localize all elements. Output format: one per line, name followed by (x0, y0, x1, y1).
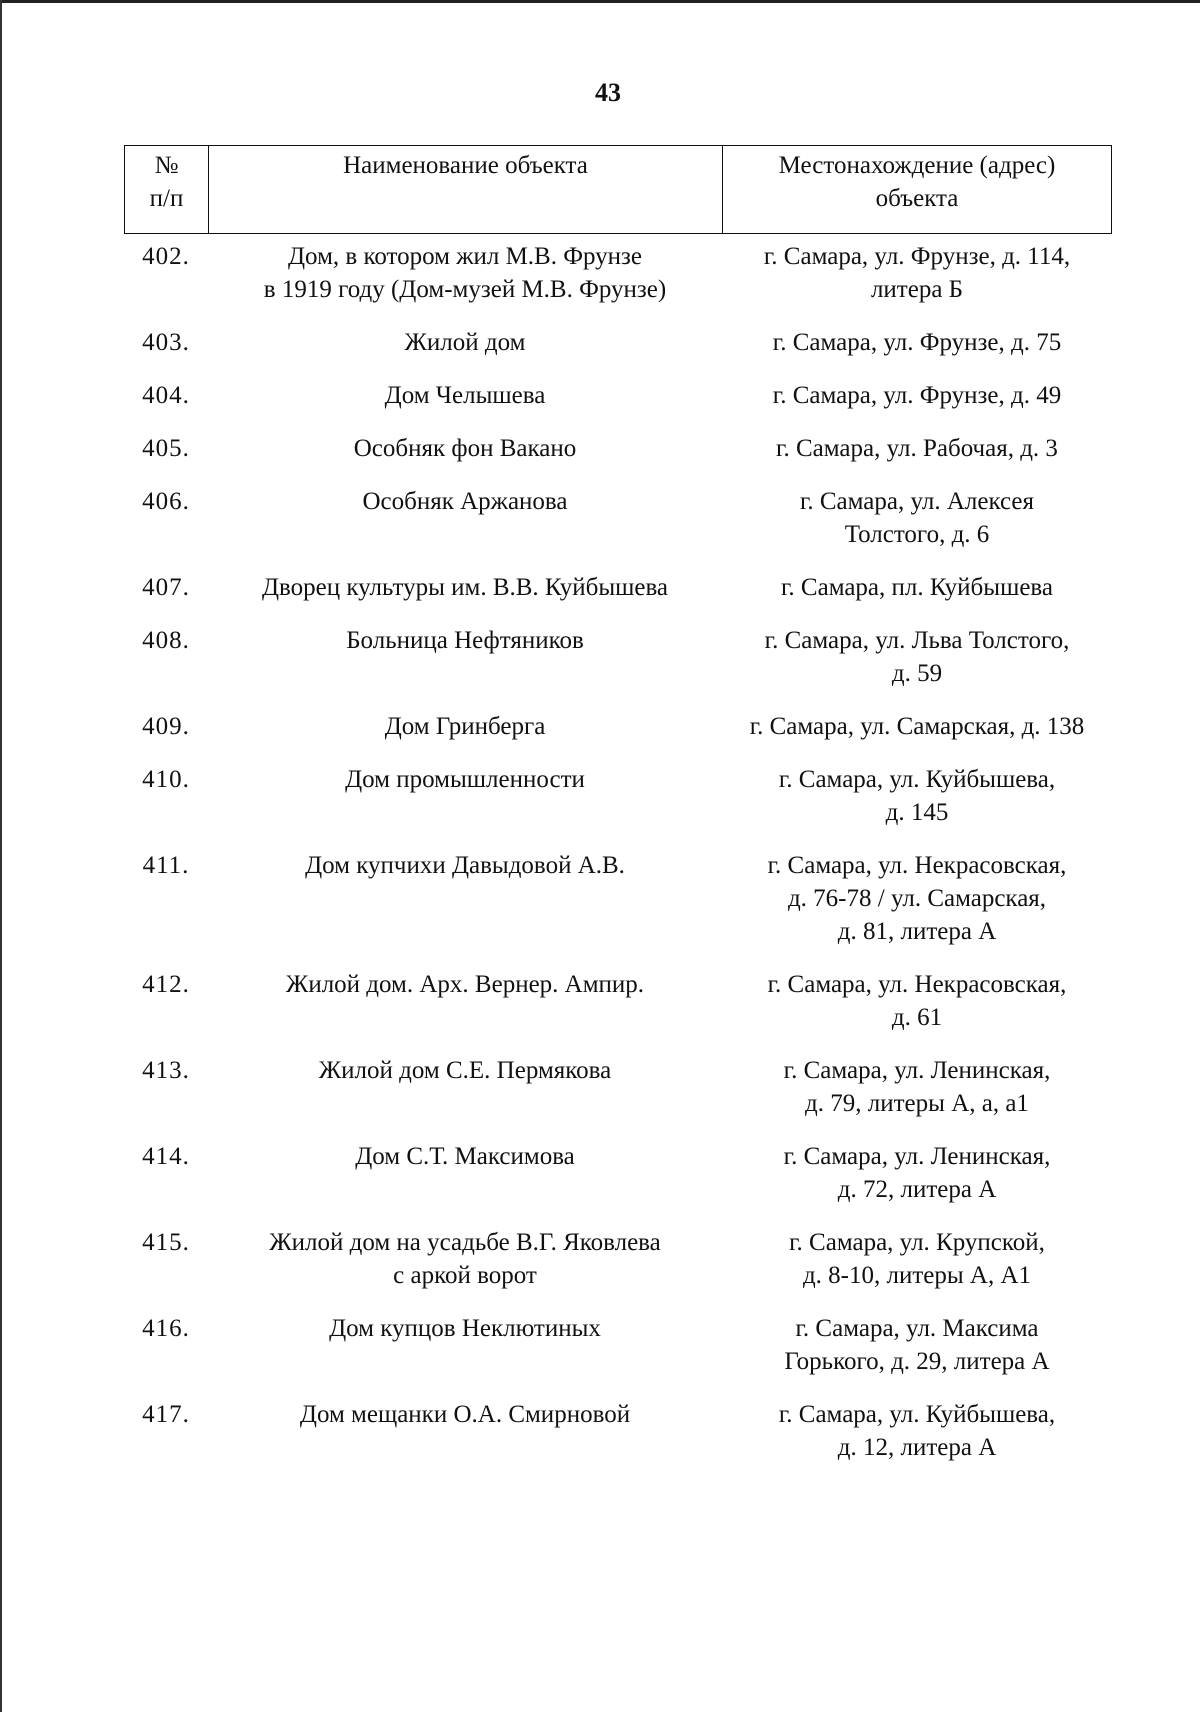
object-address-line: г. Самара, ул. Рабочая, д. 3 (776, 435, 1058, 462)
object-address (722, 1398, 1112, 1464)
object-address-line: Толстого, д. 6 (844, 521, 990, 548)
object-address-line: г. Самара, ул. Фрунзе, д. 49 (772, 382, 1062, 409)
header-address-label-line2: объекта (875, 185, 959, 212)
header-number-column (125, 146, 209, 233)
table-row (124, 1312, 1112, 1378)
row-number: 417. (142, 1401, 190, 1428)
object-address-line: д. 79, литеры А, а, а1 (805, 1090, 1029, 1117)
header-address-label-line1: Местонахождение (адрес) (778, 152, 1056, 179)
table-row (124, 763, 1112, 829)
table-row (124, 1226, 1112, 1292)
object-address (722, 763, 1112, 829)
object-name (208, 1140, 722, 1206)
table-row (124, 1054, 1112, 1120)
object-name-line: Жилой дом. Арх. Вернер. Ампир. (285, 971, 645, 998)
object-name (208, 968, 722, 1034)
object-address-line: д. 76-78 / ул. Самарская, (787, 885, 1047, 912)
object-address (722, 432, 1112, 465)
object-name (208, 379, 722, 412)
object-name (208, 849, 722, 948)
object-address-line: д. 81, литера А (837, 918, 997, 945)
row-number: 404. (142, 382, 190, 409)
object-address-line: д. 8-10, литеры А, А1 (802, 1262, 1032, 1289)
object-name (208, 326, 722, 359)
row-number: 409. (142, 713, 190, 740)
object-address-line: г. Самара, ул. Некрасовская, (767, 852, 1067, 879)
object-name (208, 624, 722, 690)
object-address (722, 326, 1112, 359)
object-address-line: литера Б (870, 276, 964, 303)
object-address (722, 849, 1112, 948)
object-address (722, 968, 1112, 1034)
object-address-line: д. 145 (885, 799, 949, 826)
object-name-line: Дворец культуры им. В.В. Куйбышева (261, 574, 669, 601)
object-name (208, 485, 722, 551)
table-row (124, 1398, 1112, 1464)
row-number: 413. (142, 1057, 190, 1084)
row-number: 402. (142, 243, 190, 270)
object-name (208, 1054, 722, 1120)
table-row (124, 710, 1112, 743)
row-number: 411. (142, 852, 190, 879)
object-address-line: г. Самара, ул. Ленинская, (783, 1057, 1051, 1084)
object-address-line: д. 72, литера А (837, 1176, 997, 1203)
object-name-line: в 1919 году (Дом-музей М.В. Фрунзе) (263, 276, 667, 303)
object-address (722, 1054, 1112, 1120)
object-address (722, 1312, 1112, 1378)
object-name-line: Дом мещанки О.А. Смирновой (299, 1401, 631, 1428)
row-number: 416. (142, 1315, 190, 1342)
object-name (208, 1312, 722, 1378)
object-address-line: г. Самара, ул. Самарская, д. 138 (749, 713, 1085, 740)
object-name (208, 763, 722, 829)
object-address-line: г. Самара, пл. Куйбышева (780, 574, 1053, 601)
row-number: 412. (142, 971, 190, 998)
row-number: 406. (142, 488, 190, 515)
object-address-line: г. Самара, ул. Максима (795, 1315, 1039, 1342)
row-number: 407. (142, 574, 190, 601)
object-name-line: Дом промышленности (345, 766, 585, 793)
object-address-line: г. Самара, ул. Некрасовская, (767, 971, 1067, 998)
table-row (124, 326, 1112, 359)
row-number: 408. (142, 627, 190, 654)
table-row (124, 240, 1112, 306)
row-number: 405. (142, 435, 190, 462)
table-row (124, 1140, 1112, 1206)
object-name-line: Дом, в котором жил М.В. Фрунзе (288, 243, 642, 270)
object-address-line: г. Самара, ул. Фрунзе, д. 114, (763, 243, 1071, 270)
object-address-line: г. Самара, ул. Ленинская, (783, 1143, 1051, 1170)
object-name (208, 571, 722, 604)
object-address-line: д. 61 (891, 1004, 943, 1031)
row-number: 414. (142, 1143, 190, 1170)
object-address (722, 624, 1112, 690)
object-address (722, 1226, 1112, 1292)
object-name-line: Дом Гринберга (384, 713, 546, 740)
object-name-line: Дом С.Т. Максимова (355, 1143, 575, 1170)
object-address-line: Горького, д. 29, литера А (784, 1348, 1050, 1375)
header-name-column (209, 146, 723, 233)
object-address (722, 571, 1112, 604)
object-name-line: Особняк Аржанова (362, 488, 568, 515)
header-address-column (723, 146, 1111, 233)
object-address-line: д. 12, литера А (837, 1434, 997, 1461)
object-address (722, 485, 1112, 551)
object-name-line: Жилой дом на усадьбе В.Г. Яковлева (269, 1229, 661, 1256)
row-number: 415. (142, 1229, 190, 1256)
row-number: 410. (142, 766, 190, 793)
object-name-line: Особняк фон Вакано (353, 435, 577, 462)
table-row (124, 571, 1112, 604)
object-address-line: г. Самара, ул. Куйбышева, (778, 766, 1056, 793)
object-name (208, 432, 722, 465)
object-address-line: д. 59 (891, 660, 943, 687)
object-name-line: Дом купчихи Давыдовой А.В. (305, 852, 625, 879)
header-name-label: Наименование объекта (343, 152, 588, 179)
object-name (208, 1398, 722, 1464)
table-row (124, 849, 1112, 948)
table-header (124, 145, 1112, 234)
object-name-line: с аркой ворот (393, 1262, 537, 1289)
object-name-line: Дом Челышева (384, 382, 546, 409)
object-address-line: г. Самара, ул. Куйбышева, (778, 1401, 1056, 1428)
object-name (208, 710, 722, 743)
scan-border-top (0, 0, 1200, 3)
table-row (124, 968, 1112, 1034)
object-name-line: Больница Нефтяников (346, 627, 584, 654)
object-name (208, 1226, 722, 1292)
page-number: 43 (595, 78, 621, 107)
object-name (208, 240, 722, 306)
object-address (722, 240, 1112, 306)
object-address-line: г. Самара, ул. Льва Толстого, (764, 627, 1070, 654)
table-row (124, 624, 1112, 690)
object-address-line: г. Самара, ул. Фрунзе, д. 75 (772, 329, 1062, 356)
object-name-line: Жилой дом С.Е. Пермякова (318, 1057, 612, 1084)
table-row (124, 379, 1112, 412)
object-address-line: г. Самара, ул. Крупской, (789, 1229, 1045, 1256)
header-number-symbol: № (154, 152, 179, 179)
header-number-abbrev: п/п (149, 185, 184, 212)
table-row (124, 432, 1112, 465)
object-name-line: Дом купцов Неклютиных (329, 1315, 601, 1342)
object-address (722, 710, 1112, 743)
table-row (124, 485, 1112, 551)
object-address-line: г. Самара, ул. Алексея (799, 488, 1035, 515)
objects-list (124, 240, 1112, 1484)
scan-border-left (0, 0, 2, 1712)
row-number: 403. (142, 329, 190, 356)
object-name-line: Жилой дом (404, 329, 526, 356)
object-address (722, 379, 1112, 412)
object-address (722, 1140, 1112, 1206)
